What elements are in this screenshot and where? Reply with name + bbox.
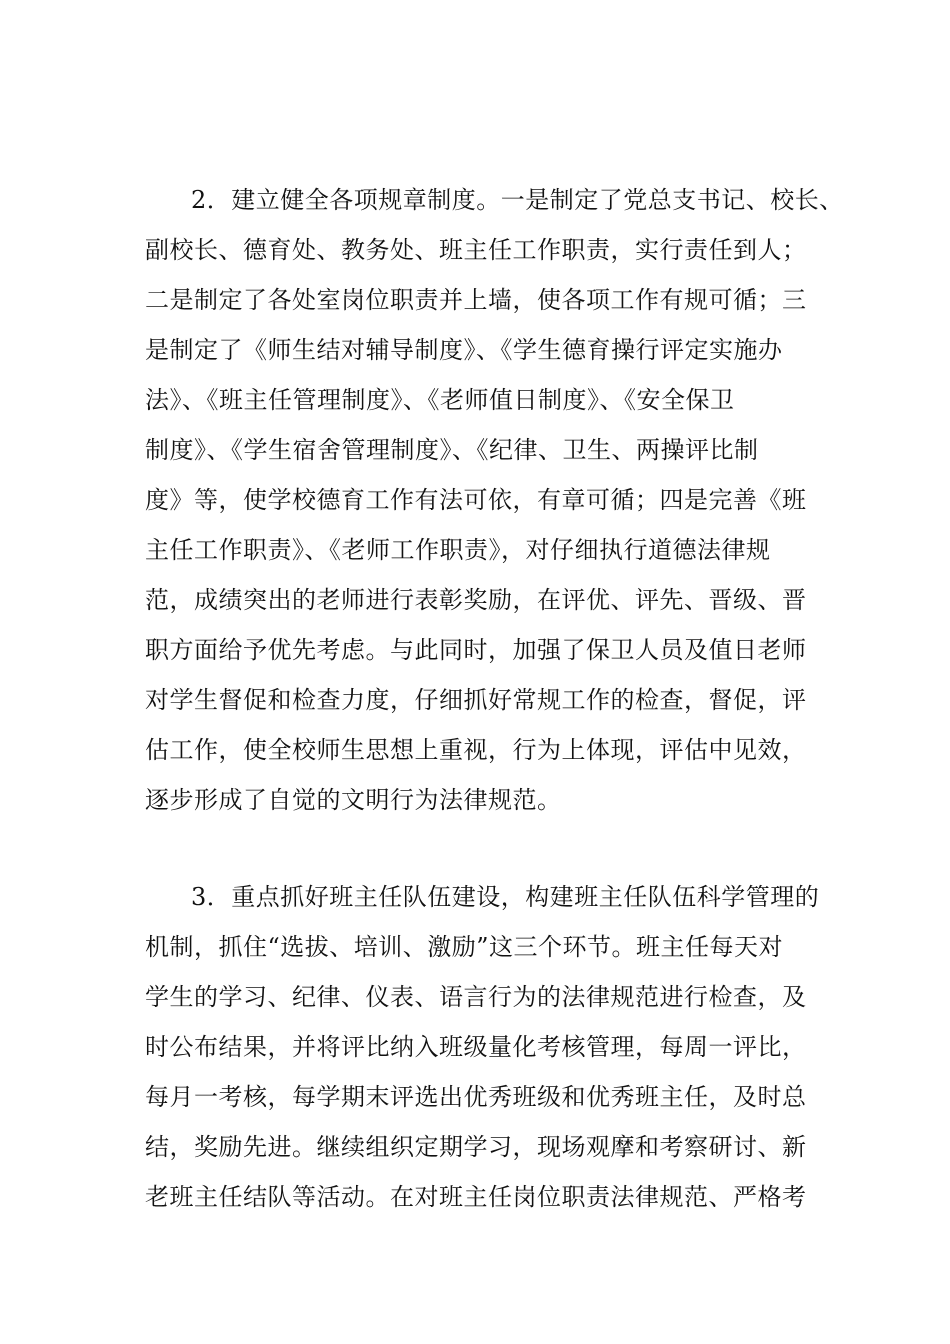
paragraph-line: 每月一考核，每学期末评选出优秀班级和优秀班主任，及时总 [145, 1083, 807, 1111]
paragraph-line: 2．建立健全各项规章制度。一是制定了党总支书记、校长、 [191, 186, 844, 214]
paragraph-line: 对学生督促和检查力度，仔细抓好常规工作的检查，督促，评 [145, 686, 807, 714]
paragraph-line: 结，奖励先进。继续组织定期学习，现场观摩和考察研讨、新 [145, 1133, 807, 1161]
paragraph-line: 副校长、德育处、教务处、班主任工作职责，实行责任到人； [145, 236, 807, 264]
paragraph-line: 度》等，使学校德育工作有法可依，有章可循；四是完善《班 [145, 486, 807, 514]
paragraph-line: 范，成绩突出的老师进行表彰奖励，在评优、评先、晋级、晋 [145, 586, 807, 614]
paragraph-line: 二是制定了各处室岗位职责并上墙，使各项工作有规可循；三 [145, 286, 807, 314]
paragraph-line: 法》、《班主任管理制度》、《老师值日制度》、《安全保卫 [145, 386, 735, 414]
paragraph-line: 老班主任结队等活动。在对班主任岗位职责法律规范、严格考 [145, 1183, 807, 1211]
paragraph-line: 学生的学习、纪律、仪表、语言行为的法律规范进行检查，及 [145, 983, 807, 1011]
paragraph-line: 机制，抓住“选拔、培训、激励”这三个环节。班主任每天对 [145, 933, 784, 961]
paragraph-2 [145, 175, 844, 825]
paragraph-line: 主任工作职责》、《老师工作职责》，对仔细执行道德法律规 [145, 536, 771, 564]
paragraph-line: 时公布结果，并将评比纳入班级量化考核管理，每周一评比， [145, 1033, 807, 1061]
paragraph-line: 估工作，使全校师生思想上重视，行为上体现，评估中见效， [145, 736, 807, 764]
paragraph-line: 职方面给予优先考虑。与此同时，加强了保卫人员及值日老师 [145, 636, 807, 664]
paragraph-line: 逐步形成了自觉的文明行为法律规范。 [145, 786, 562, 814]
paragraph-line: 制度》、《学生宿舍管理制度》、《纪律、卫生、两操评比制 [145, 436, 759, 464]
paragraph-3 [145, 872, 825, 1222]
paragraph-line: 3．重点抓好班主任队伍建设，构建班主任队伍科学管理的 [191, 883, 820, 911]
paragraph-line: 是制定了《师生结对辅导制度》、《学生德育操行评定实施办 [145, 336, 783, 364]
